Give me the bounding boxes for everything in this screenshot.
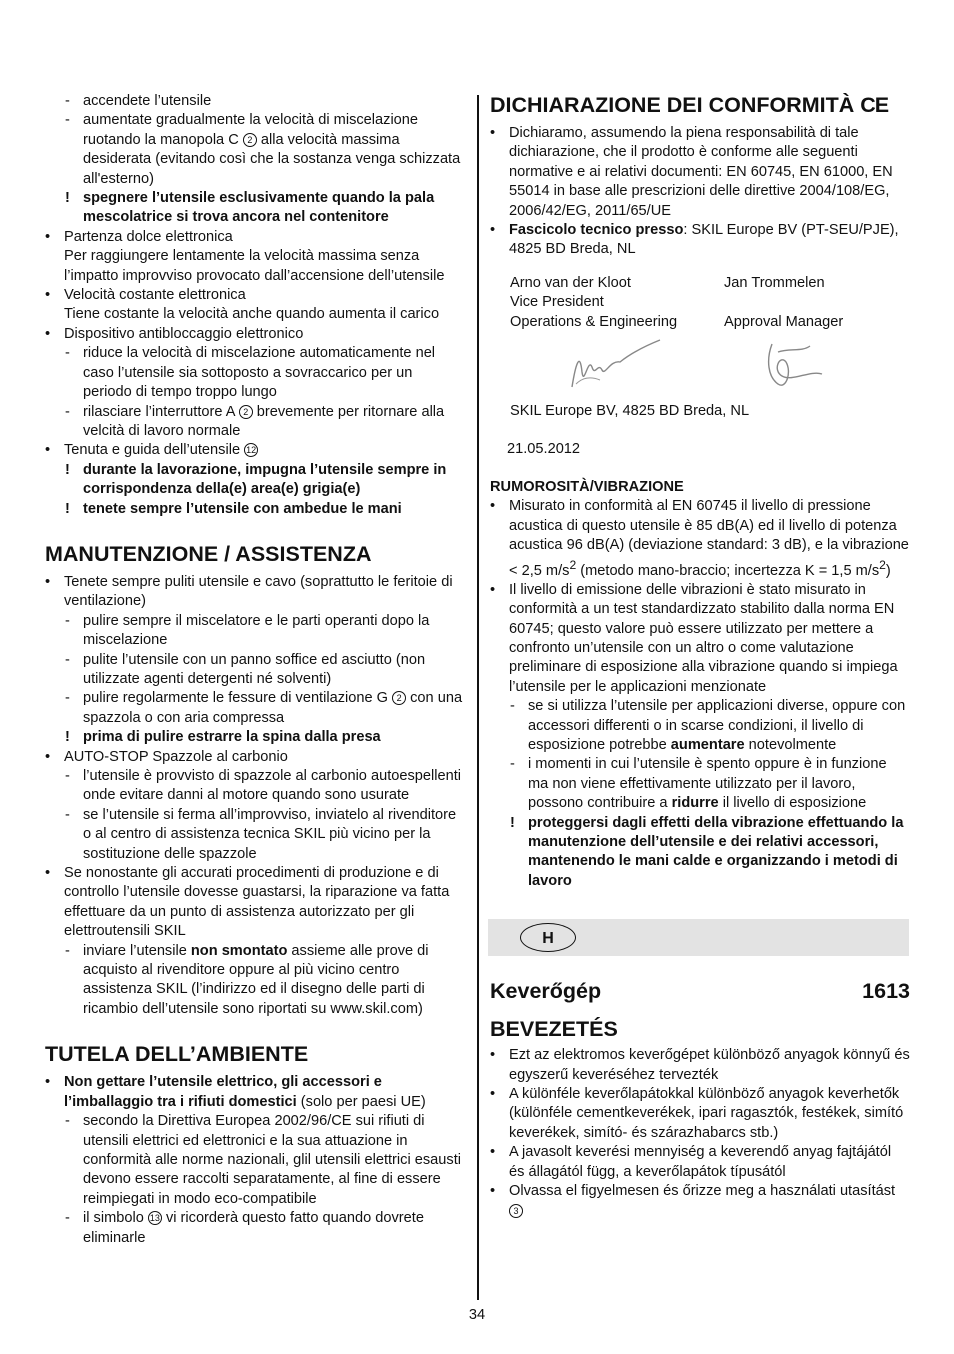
list-item: • Partenza dolce elettronica: [45, 228, 465, 247]
list-item: - pulite l’utensile con un panno soffice ed asciutto (non utilizzate agenti detergenti né solventi): [45, 651, 465, 690]
list-item: • Olvassa el figyelmesen és őrizze meg a használati utasítást 3: [490, 1182, 910, 1221]
list-item: • Misurato in conformità al EN 60745 il livello di pressione acustica di questo utensile è 85 dB(A) ed il livello di potenza acustica 96 dB(A) (deviazione standard: 3 dB), e la vibrazione < 2,5 $m/s^2$ (metodo mano-braccio; incertezza K = 1,5 $m/s^2$): [490, 497, 910, 580]
signer-1-dept: Operations & Engineering: [510, 313, 678, 330]
signer-1-name: Arno van der Kloot: [510, 274, 631, 291]
list-item: • A különféle keverőlapátokkal különböző anyagok keverhetők (különféle cementkeverékek, ipari ragasztók, festékek, simító keverékek, simító- és szárazhabarcs stb.): [490, 1085, 910, 1143]
list-item: ! prima di pulire estrarre la spina dalla presa: [45, 728, 465, 747]
list-item: - il simbolo 13 vi ricorderà questo fatto quando dovrete eliminarle: [45, 1209, 465, 1248]
list-item: - l’utensile è provvisto di spazzole al carbonio autoespellenti onde evitare danni al motore quando sono usurate: [45, 767, 465, 806]
list-item: • Dichiaramo, assumendo la piena responsabilità di tale dichiarazione, che il prodotto è conforme alle seguenti normative e ai relativi documenti: EN 60745, EN 61000, EN 55014 in base alle prescrizioni delle direttive 2004/108/EG, 2006/42/EG, 2011/65/UE: [490, 124, 910, 221]
list-item: • Se nonostante gli accurati procedimenti di produzione e di controllo l’utensile dovesse guastarsi, la riparazione va fatta effettuare da un punto di assistenza autorizzato per gli elettroutensili SKIL: [45, 864, 465, 942]
signatures: [510, 332, 910, 402]
product-code: 1613: [862, 979, 910, 1004]
list-item: - aumentate gradualmente la velocità di miscelazione ruotando la manopola C 2 alla velocità massima desiderata (evitando così che la sostanza venga schizzata all'esterno): [45, 111, 465, 189]
ce-mark-icon: CE: [860, 93, 889, 117]
conformity-heading: [490, 92, 910, 118]
signer-1-role: Vice President: [510, 294, 604, 311]
list-item: Tiene costante la velocità anche quando aumenta il carico: [64, 306, 440, 323]
noise-list: [490, 497, 910, 891]
intro-heading: BEVEZETÉS: [490, 1017, 618, 1042]
environment-heading: TUTELA DELL’AMBIENTE: [45, 1042, 309, 1067]
conformity-list: [490, 124, 910, 260]
signer-2-name: Jan Trommelen: [724, 274, 825, 291]
list-item: • Tenete sempre puliti utensile e cavo (soprattutto le feritoie di ventilazione): [45, 573, 465, 612]
right-column: [490, 92, 910, 1221]
list-item: • Velocità costante elettronica: [45, 286, 465, 305]
conformity-title: DICHIARAZIONE DEI CONFORMITÀ: [490, 93, 855, 117]
list-item: - se l’utensile si ferma all’improvviso, inviatelo al rivenditore o al centro di assistenza tecnica SKIL più vicino per la sostituzione delle spazzole: [45, 806, 465, 864]
list-item: - secondo la Direttiva Europea 2002/96/CE sui rifiuti di utensili elettrici ed elettronici e la sua attuazione in conformità alle norme nazionali, glil utensili elettrici esausti devono essere raccolti separatamente, al fine di essere reimpiegati in modo eco-compatibile: [45, 1112, 465, 1209]
company-address: SKIL Europe BV, 4825 BD Breda, NL: [510, 403, 750, 420]
list-item: • Dispositivo antibloccaggio elettronico: [45, 325, 465, 344]
page-number: 34: [468, 1307, 486, 1323]
list-item: ! durante la lavorazione, impugna l’utensile sempre in corrispondenza della(e) area(e) grigia(e): [45, 461, 465, 500]
list-item: ! proteggersi dagli effetti della vibrazione effettuando la manutenzione dell’utensile e dei relativi accessori, mantenendo le mani calde e organizzando i metodi di lavoro: [490, 814, 910, 892]
list-item: • Fascicolo tecnico presso: SKIL Europe BV (PT-SEU/PJE), 4825 BD Breda, NL: [490, 221, 910, 260]
product-heading: [490, 978, 910, 1004]
list-item: - pulire sempre il miscelatore e le parti operanti dopo la miscelazione: [45, 612, 465, 651]
list-item: ! spegnere l’utensile esclusivamente quando la pala mescolatrice si trova ancora nel contenitore: [45, 189, 465, 228]
signature-images: [510, 332, 840, 402]
language-bar: [488, 919, 909, 956]
list-item: • Non gettare l’utensile elettrico, gli accessori e l’imballaggio tra i rifiuti domestici (solo per paesi UE): [45, 1073, 465, 1112]
intro-list: [490, 1046, 910, 1221]
list-item: - riduce la velocità di miscelazione automaticamente nel caso l’utensile sia sottoposto a sovraccarico per un periodo di tempo troppo lungo: [45, 344, 465, 402]
list-item: - rilasciare l’interruttore A 2 brevemente per ritornare alla velcità di lavoro normale: [45, 403, 465, 442]
signature-2-icon: [769, 344, 822, 385]
environment-list: [45, 1073, 465, 1248]
list-item: Per raggiungere lentamente la velocità massima senza l’impatto improvviso provocato dall’accensione dell’utensile: [64, 248, 445, 284]
list-item: • AUTO-STOP Spazzole al carbonio: [45, 748, 465, 767]
signer-2-role: Approval Manager: [724, 313, 844, 330]
left-column: [45, 92, 465, 1248]
list-item: • A javasolt keverési mennyiség a keverendő anyag fajtájától és állagától függ, a keverőlapátok típusától: [490, 1143, 910, 1182]
list-item: - pulire regolarmente le fessure di ventilazione G 2 con una spazzola o con aria compressa: [45, 689, 465, 728]
list-item: - accendete l’utensile: [45, 92, 465, 111]
signature-1-icon: [572, 340, 660, 387]
declaration-date: 21.05.2012: [507, 441, 581, 458]
usage-list: [45, 92, 465, 519]
list-item: - inviare l’utensile non smontato assieme alle prove di acquisto al rivenditore oppure al più vicino centro assistenza SKIL (l’indirizzo ed il disegno delle parti di ricambio dell’utensile sono riportati su www.skil.com): [45, 942, 465, 1020]
column-divider: [477, 95, 479, 1300]
maintenance-list: [45, 573, 465, 1019]
list-item: • Tenuta e guida dell’utensile 12: [45, 441, 465, 460]
list-item: - i momenti in cui l’utensile è spento oppure è in funzione ma non viene effettivamente utilizzato per il lavoro, possono contribuire a ridurre il livello di esposizione: [490, 755, 910, 813]
signature-block: [507, 274, 910, 460]
list-item: • Ezt az elektromos keverőgépet különböző anyagok könnyű és egyszerű keveréséhez tervezték: [490, 1046, 910, 1085]
maintenance-heading: MANUTENZIONE / ASSISTENZA: [45, 541, 372, 566]
noise-heading: RUMOROSITÀ/VIBRAZIONE: [490, 478, 684, 495]
list-item: ! tenete sempre l’utensile con ambedue le mani: [45, 500, 465, 519]
list-item: • Il livello di emissione delle vibrazioni è stato misurato in conformità a un test standardizzato stabilito dalla norma EN 60745; questo valore può essere utilizzato per mettere a confronto un’utensile con un altro o come valutazione preliminare di esposizione alla vibrazione quando si impiega l’utensile per le applicazioni menzionate: [490, 581, 910, 697]
product-name: Keverőgép: [490, 979, 602, 1004]
list-item: - se si utilizza l’utensile per applicazioni diverse, oppure con accessori differenti o in scarse condizioni, il livello di esposizione potrebbe aumentare notevolmente: [490, 697, 910, 755]
language-badge: H: [520, 923, 576, 952]
